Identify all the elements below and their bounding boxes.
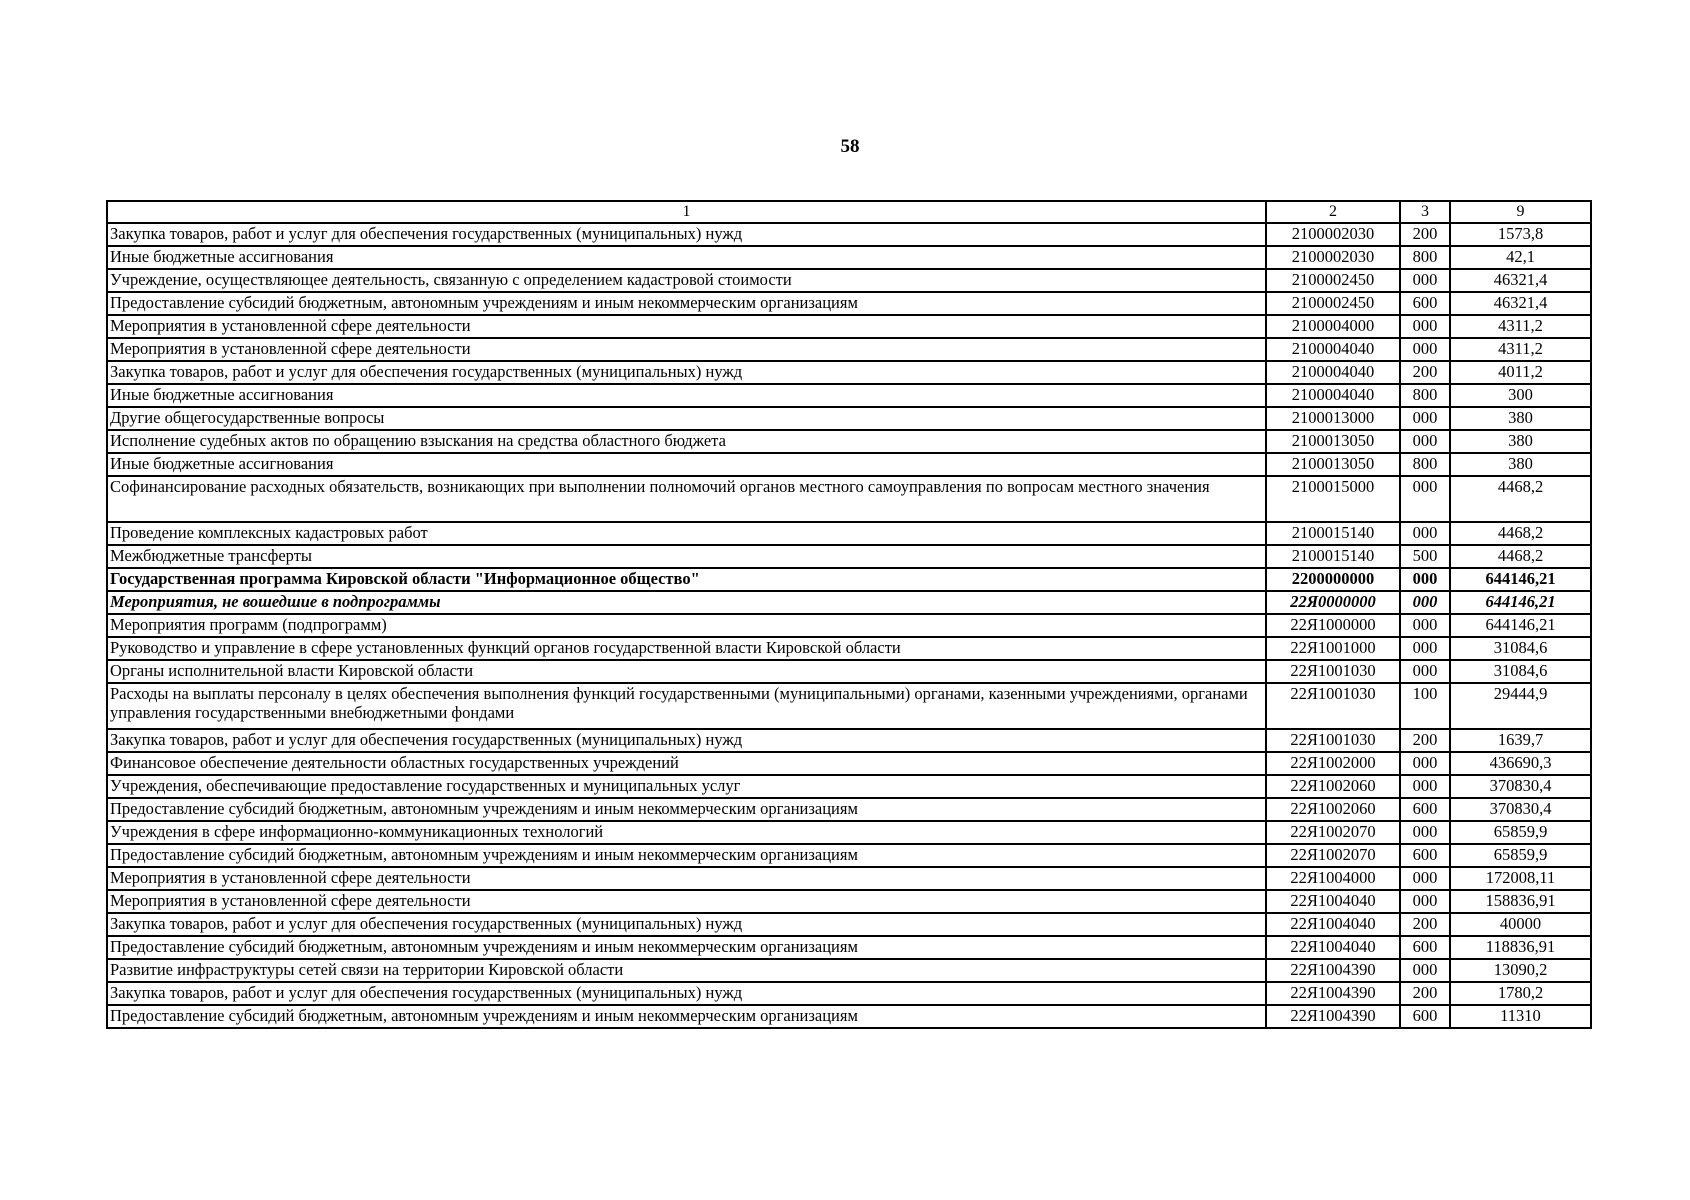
row-kind-cell: 000 [1400, 591, 1450, 614]
row-code-cell: 2200000000 [1266, 568, 1400, 591]
row-code-cell: 22Я1001030 [1266, 683, 1400, 729]
table-row [107, 913, 1591, 936]
row-name-cell: Проведение комплексных кадастровых работ [107, 522, 1266, 545]
row-name-cell: Закупка товаров, работ и услуг для обеспечения государственных (муниципальных) нужд [107, 913, 1266, 936]
table-row [107, 223, 1591, 246]
table-row [107, 568, 1591, 591]
row-code-cell: 2100002030 [1266, 246, 1400, 269]
row-code-cell: 2100013050 [1266, 430, 1400, 453]
header-col-2: 2 [1266, 201, 1400, 223]
row-code-cell: 22Я1002060 [1266, 798, 1400, 821]
row-sum-cell: 65859,9 [1450, 844, 1591, 867]
row-name-cell: Мероприятия, не вошедшие в подпрограммы [107, 591, 1266, 614]
row-kind-cell: 800 [1400, 453, 1450, 476]
row-code-cell: 22Я1001030 [1266, 660, 1400, 683]
row-name-cell: Расходы на выплаты персоналу в целях обеспечения выполнения функций государственными (муниципальными) органами, казенными учреждениями, органами управления государственными внебюджетными фондами [107, 683, 1266, 729]
table-row [107, 683, 1591, 729]
row-code-cell: 2100004000 [1266, 315, 1400, 338]
row-sum-cell: 300 [1450, 384, 1591, 407]
header-row [107, 201, 1591, 223]
table-row [107, 637, 1591, 660]
table-row [107, 798, 1591, 821]
row-code-cell: 22Я1000000 [1266, 614, 1400, 637]
row-kind-cell: 100 [1400, 683, 1450, 729]
table-row [107, 453, 1591, 476]
budget-table [106, 200, 1592, 1029]
row-kind-cell: 000 [1400, 752, 1450, 775]
row-sum-cell: 11310 [1450, 1005, 1591, 1028]
row-kind-cell: 000 [1400, 430, 1450, 453]
table-row [107, 1005, 1591, 1028]
row-sum-cell: 29444,9 [1450, 683, 1591, 729]
row-sum-cell: 42,1 [1450, 246, 1591, 269]
table-row [107, 292, 1591, 315]
table-row [107, 430, 1591, 453]
row-code-cell: 22Я1002070 [1266, 844, 1400, 867]
row-sum-cell: 4468,2 [1450, 476, 1591, 522]
row-kind-cell: 000 [1400, 637, 1450, 660]
row-name-cell: Предоставление субсидий бюджетным, автономным учреждениям и иным некоммерческим организациям [107, 292, 1266, 315]
header-col-3: 3 [1400, 201, 1450, 223]
row-kind-cell: 000 [1400, 338, 1450, 361]
row-code-cell: 22Я1004390 [1266, 982, 1400, 1005]
row-kind-cell: 600 [1400, 292, 1450, 315]
table-row [107, 384, 1591, 407]
row-sum-cell: 65859,9 [1450, 821, 1591, 844]
row-kind-cell: 000 [1400, 821, 1450, 844]
table-row [107, 660, 1591, 683]
row-code-cell: 2100015000 [1266, 476, 1400, 522]
row-kind-cell: 200 [1400, 729, 1450, 752]
row-kind-cell: 000 [1400, 959, 1450, 982]
row-kind-cell: 800 [1400, 384, 1450, 407]
row-sum-cell: 370830,4 [1450, 798, 1591, 821]
row-kind-cell: 200 [1400, 913, 1450, 936]
row-kind-cell: 000 [1400, 269, 1450, 292]
row-kind-cell: 600 [1400, 798, 1450, 821]
row-code-cell: 22Я1002060 [1266, 775, 1400, 798]
row-name-cell: Закупка товаров, работ и услуг для обеспечения государственных (муниципальных) нужд [107, 223, 1266, 246]
row-name-cell: Межбюджетные трансферты [107, 545, 1266, 568]
row-sum-cell: 40000 [1450, 913, 1591, 936]
row-sum-cell: 380 [1450, 407, 1591, 430]
row-code-cell: 2100013050 [1266, 453, 1400, 476]
row-code-cell: 2100004040 [1266, 338, 1400, 361]
table-header [107, 201, 1591, 223]
table-row [107, 890, 1591, 913]
page-number: 58 [840, 136, 860, 157]
row-kind-cell: 000 [1400, 568, 1450, 591]
row-sum-cell: 644146,21 [1450, 614, 1591, 637]
row-kind-cell: 600 [1400, 1005, 1450, 1028]
row-name-cell: Развитие инфраструктуры сетей связи на территории Кировской области [107, 959, 1266, 982]
row-sum-cell: 380 [1450, 453, 1591, 476]
row-kind-cell: 200 [1400, 361, 1450, 384]
table-row [107, 775, 1591, 798]
table-row [107, 545, 1591, 568]
row-code-cell: 2100002450 [1266, 292, 1400, 315]
table-row [107, 959, 1591, 982]
row-sum-cell: 31084,6 [1450, 637, 1591, 660]
row-code-cell: 2100013000 [1266, 407, 1400, 430]
row-sum-cell: 380 [1450, 430, 1591, 453]
table-row [107, 844, 1591, 867]
row-sum-cell: 4468,2 [1450, 522, 1591, 545]
row-sum-cell: 158836,91 [1450, 890, 1591, 913]
table-row [107, 729, 1591, 752]
row-name-cell: Мероприятия в установленной сфере деятельности [107, 338, 1266, 361]
row-kind-cell: 000 [1400, 890, 1450, 913]
table-row [107, 361, 1591, 384]
row-name-cell: Исполнение судебных актов по обращению взыскания на средства областного бюджета [107, 430, 1266, 453]
row-code-cell: 22Я1002070 [1266, 821, 1400, 844]
header-col-1: 1 [107, 201, 1266, 223]
row-sum-cell: 31084,6 [1450, 660, 1591, 683]
row-sum-cell: 4311,2 [1450, 338, 1591, 361]
row-name-cell: Мероприятия в установленной сфере деятельности [107, 890, 1266, 913]
row-name-cell: Закупка товаров, работ и услуг для обеспечения государственных (муниципальных) нужд [107, 729, 1266, 752]
row-code-cell: 22Я1004390 [1266, 1005, 1400, 1028]
row-name-cell: Предоставление субсидий бюджетным, автономным учреждениям и иным некоммерческим организациям [107, 936, 1266, 959]
table-row [107, 522, 1591, 545]
row-code-cell: 22Я1004390 [1266, 959, 1400, 982]
row-name-cell: Мероприятия программ (подпрограмм) [107, 614, 1266, 637]
table-row [107, 614, 1591, 637]
row-kind-cell: 000 [1400, 660, 1450, 683]
row-name-cell: Иные бюджетные ассигнования [107, 246, 1266, 269]
table-row [107, 269, 1591, 292]
row-sum-cell: 1573,8 [1450, 223, 1591, 246]
row-code-cell: 22Я1004040 [1266, 890, 1400, 913]
table-body [107, 223, 1591, 1028]
row-sum-cell: 436690,3 [1450, 752, 1591, 775]
row-name-cell: Финансовое обеспечение деятельности областных государственных учреждений [107, 752, 1266, 775]
row-code-cell: 22Я1004000 [1266, 867, 1400, 890]
row-kind-cell: 000 [1400, 315, 1450, 338]
row-kind-cell: 600 [1400, 936, 1450, 959]
row-kind-cell: 200 [1400, 982, 1450, 1005]
row-code-cell: 22Я1004040 [1266, 913, 1400, 936]
row-code-cell: 22Я1001030 [1266, 729, 1400, 752]
row-name-cell: Учреждения, обеспечивающие предоставление государственных и муниципальных услуг [107, 775, 1266, 798]
table-row [107, 591, 1591, 614]
row-name-cell: Закупка товаров, работ и услуг для обеспечения государственных (муниципальных) нужд [107, 361, 1266, 384]
table-row [107, 246, 1591, 269]
row-kind-cell: 000 [1400, 867, 1450, 890]
row-kind-cell: 000 [1400, 476, 1450, 522]
table-row [107, 867, 1591, 890]
row-name-cell: Предоставление субсидий бюджетным, автономным учреждениям и иным некоммерческим организациям [107, 1005, 1266, 1028]
table-row [107, 752, 1591, 775]
row-name-cell: Руководство и управление в сфере установленных функций органов государственной власти Кировской области [107, 637, 1266, 660]
row-sum-cell: 4311,2 [1450, 315, 1591, 338]
row-kind-cell: 000 [1400, 522, 1450, 545]
row-sum-cell: 644146,21 [1450, 568, 1591, 591]
row-kind-cell: 200 [1400, 223, 1450, 246]
row-sum-cell: 644146,21 [1450, 591, 1591, 614]
row-name-cell: Другие общегосударственные вопросы [107, 407, 1266, 430]
row-kind-cell: 800 [1400, 246, 1450, 269]
row-kind-cell: 500 [1400, 545, 1450, 568]
table-row [107, 821, 1591, 844]
row-name-cell: Государственная программа Кировской области "Информационное общество" [107, 568, 1266, 591]
row-name-cell: Мероприятия в установленной сфере деятельности [107, 315, 1266, 338]
row-code-cell: 2100004040 [1266, 361, 1400, 384]
row-code-cell: 22Я1004040 [1266, 936, 1400, 959]
row-sum-cell: 118836,91 [1450, 936, 1591, 959]
row-sum-cell: 13090,2 [1450, 959, 1591, 982]
row-name-cell: Предоставление субсидий бюджетным, автономным учреждениям и иным некоммерческим организациям [107, 844, 1266, 867]
row-kind-cell: 000 [1400, 775, 1450, 798]
row-code-cell: 22Я0000000 [1266, 591, 1400, 614]
row-sum-cell: 4468,2 [1450, 545, 1591, 568]
row-sum-cell: 4011,2 [1450, 361, 1591, 384]
row-code-cell: 2100002450 [1266, 269, 1400, 292]
header-col-9: 9 [1450, 201, 1591, 223]
row-name-cell: Учреждения в сфере информационно-коммуникационных технологий [107, 821, 1266, 844]
row-sum-cell: 370830,4 [1450, 775, 1591, 798]
row-kind-cell: 000 [1400, 614, 1450, 637]
row-code-cell: 22Я1001000 [1266, 637, 1400, 660]
row-sum-cell: 46321,4 [1450, 269, 1591, 292]
row-name-cell: Иные бюджетные ассигнования [107, 384, 1266, 407]
row-code-cell: 22Я1002000 [1266, 752, 1400, 775]
row-sum-cell: 172008,11 [1450, 867, 1591, 890]
row-name-cell: Закупка товаров, работ и услуг для обеспечения государственных (муниципальных) нужд [107, 982, 1266, 1005]
row-code-cell: 2100002030 [1266, 223, 1400, 246]
row-code-cell: 2100004040 [1266, 384, 1400, 407]
row-name-cell: Учреждение, осуществляющее деятельность, связанную с определением кадастровой стоимости [107, 269, 1266, 292]
row-sum-cell: 1780,2 [1450, 982, 1591, 1005]
row-kind-cell: 000 [1400, 407, 1450, 430]
row-name-cell: Иные бюджетные ассигнования [107, 453, 1266, 476]
table-row [107, 315, 1591, 338]
table-row [107, 338, 1591, 361]
table-row [107, 407, 1591, 430]
row-code-cell: 2100015140 [1266, 545, 1400, 568]
row-sum-cell: 1639,7 [1450, 729, 1591, 752]
row-name-cell: Мероприятия в установленной сфере деятельности [107, 867, 1266, 890]
table-row [107, 476, 1591, 522]
table-row [107, 936, 1591, 959]
row-name-cell: Органы исполнительной власти Кировской области [107, 660, 1266, 683]
row-code-cell: 2100015140 [1266, 522, 1400, 545]
table-row [107, 982, 1591, 1005]
row-name-cell: Софинансирование расходных обязательств, возникающих при выполнении полномочий органов местного самоуправления по вопросам местного значения [107, 476, 1266, 522]
row-name-cell: Предоставление субсидий бюджетным, автономным учреждениям и иным некоммерческим организациям [107, 798, 1266, 821]
row-kind-cell: 600 [1400, 844, 1450, 867]
row-sum-cell: 46321,4 [1450, 292, 1591, 315]
